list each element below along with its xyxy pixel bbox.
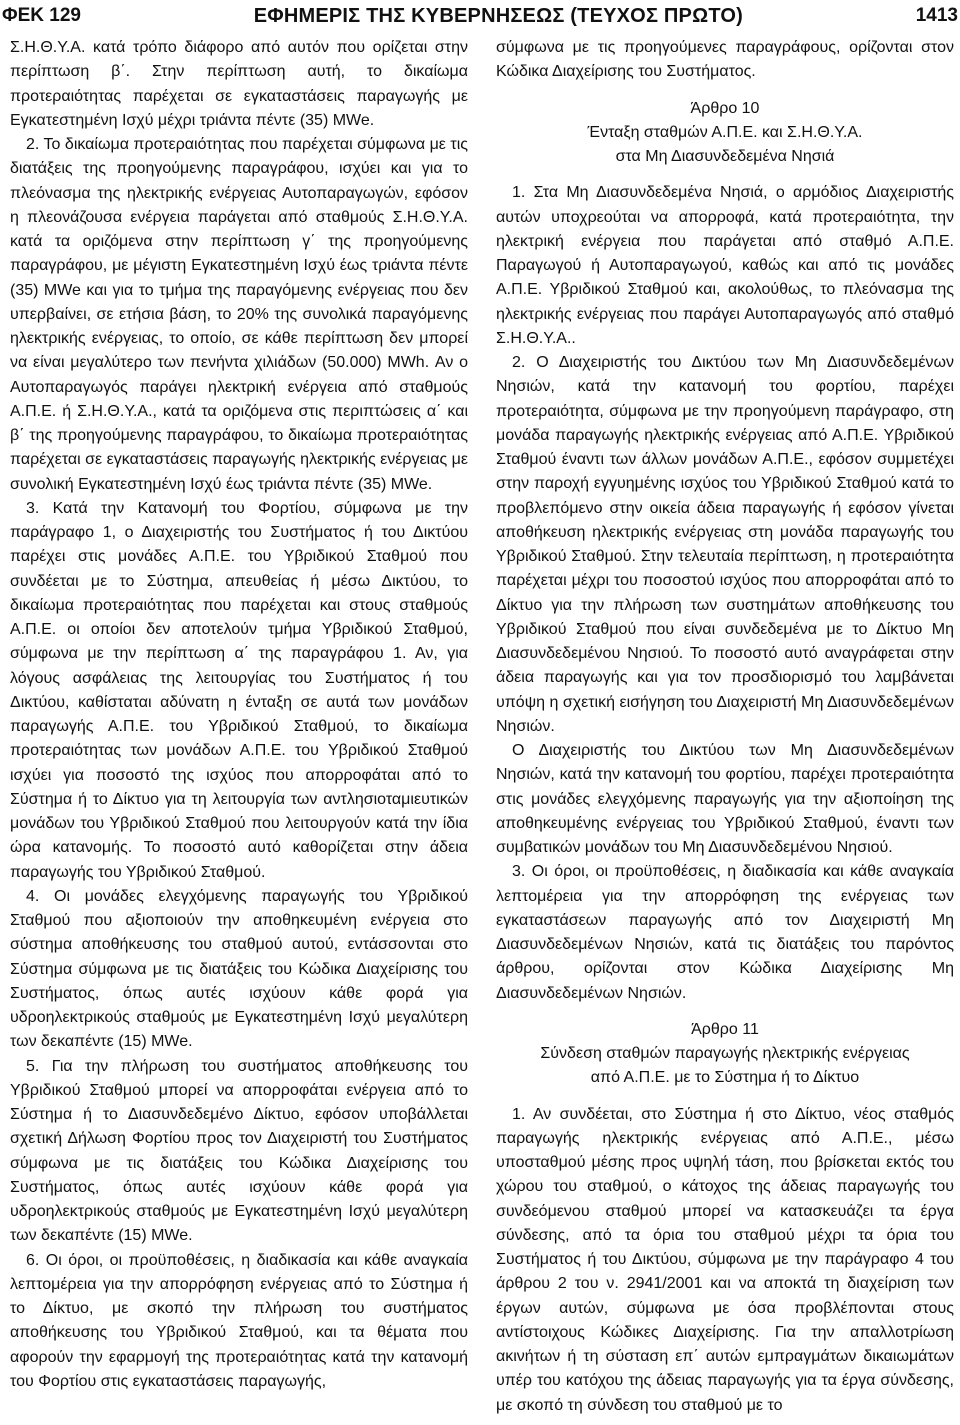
spacer	[496, 85, 954, 97]
paragraph: 1. Αν συνδέεται, στο Σύστημα ή στο Δίκτυο, νέος σταθμός παραγωγής ηλεκτρικής ενέργειας από Α.Π.Ε., μέσω υποσταθμού μέσης προς υψηλή τάση, που βρίσκεται εκτός του χώρου του σταθμού, ο κάτοχος της άδειας παραγωγής του συνδεόμενου σταθμού μπορεί να κατασκευάζει τα έργα σύνδεσης, από τα όρια του σταθμού μέχρι τα όρια του Συστήματος ή του Δικτύου, σύμφωνα με την παράγραφο 4 του άρθρου 2 του ν. 2941/2001 και να αποκτά τη διαχείριση των έργων αυτών, σύμφωνα με όσα προβλέπονται στους αντίστοιχους Κώδικες Διαχείρισης. Για την απαλλοτρίωση ακινήτων ή τη σύσταση επ΄ αυτών εμπραγμάτων δικαιωμάτων υπέρ του κατόχου της άδειας παραγωγής για τα έργα σύνδεσης, με σκοπό τη σύνδεση του σταθμού με το	[496, 1105, 954, 1414]
paragraph: 2. Το δικαίωμα προτεραιότητας που παρέχεται σύμφωνα με τις διατάξεις της προηγούμενης παραγράφου, ισχύει και για το πλεόνασμα της ηλεκτρικής ενέργειας Αυτοπαραγωγών, εφόσον η πλεονάζουσα ενέργεια παράγεται από σταθμούς Σ.Η.Θ.Υ.Α. κατά τα οριζόμενα στην περίπτωση γ΄ της προηγούμενης παραγράφου, με μέγιστη Εγκατεστημένη Ισχύ έως τριάντα πέντε (35) MWe και για το τμήμα της παραγόμενης ενέργειας που δεν υπερβαίνει, σε ετήσια βάση, το 20% της συνολικά παραγόμενης ηλεκτρικής ενέργειας, το οποίο, σε κάθε περίπτωση δεν μπορεί να είναι μεγαλύτερο των πενήντα χιλιάδων (50.000) MWh. Αν ο Αυτοπαραγωγός παράγει ηλεκτρική ενέργεια από σταθμούς Α.Π.Ε. ή Σ.Η.Θ.Υ.Α., κατά τα οριζόμενα στις περιπτώσεις α΄ και β΄ της προηγούμενης παραγράφου, το δικαίωμα προτεραιότητας παρέχεται σε εγκαταστάσεις παραγωγής ηλεκτρικής ενέργειας με συνολική Εγκατεστημένη Ισχύ έως τριάντα πέντε (35) MWe.	[10, 136, 468, 493]
left-column	[10, 36, 468, 1421]
paragraph: 4. Οι μονάδες ελεγχόμενης παραγωγής του Υβριδικού Σταθμού που αξιοποιούν την αποθηκευμένη ενέργεια στο σύστημα αποθήκευσης του σταθμού αυτού, εντάσσονται στο Σύστημα σύμφωνα με τις διατάξεις του Κώδικα Διαχείρισης του Συστήματος, όπως αυτές ισχύουν κάθε φορά για υδροηλεκτρικούς σταθμούς με Εγκατεστημένη Ισχύ μεγαλύτερη των δεκαπέντε (15) MWe.	[10, 887, 468, 1051]
spacer	[496, 1006, 954, 1018]
article-10-heading: Άρθρο 10	[690, 99, 760, 117]
paragraph: 5. Για την πλήρωση του συστήματος αποθήκευσης του Υβριδικού Σταθμού μπορεί να απορροφάται ενέργεια από το Σύστημα ή το Διασυνδεδεμένο Δίκτυο, εφόσον υποβάλλεται σχετική Δήλωση Φορτίου προς τον Διαχειριστή του Συστήματος σύμφωνα με τις διατάξεις του Κώδικα Διαχείρισης του Συστήματος, όπως αυτές ισχύουν κάθε φορά για υδροηλεκτρικούς σταθμούς με Εγκατεστημένη Ισχύ μεγαλύτερη των δεκαπέντε (15) MWe.	[10, 1057, 468, 1245]
spacer	[496, 1091, 954, 1103]
paragraph: 6. Οι όροι, οι προϋποθέσεις, η διαδικασία και κάθε αναγκαία λεπτομέρεια για την απορρόφηση ενέργειας από το Σύστημα ή το Δίκτυο, με σκοπό την πλήρωση του συστήματος αποθήκευσης του Υβριδικού Σταθμού, και τα θέματα που αφορούν την εφαρμογή της προτεραιότητας κατά την κατανομή του Φορτίου στις εγκαταστάσεις παραγωγής,	[10, 1251, 468, 1390]
paragraph: 2. Ο Διαχειριστής του Δικτύου των Μη Διασυνδεδεμένων Νησιών, κατά την κατανομή του φορτίου, παρέχει προτεραιότητα, σύμφωνα με την προηγούμενη παράγραφο, στη μονάδα παραγωγής ηλεκτρικής ενέργειας από Α.Π.Ε. Υβριδικού Σταθμού έναντι των άλλων μονάδων Α.Π.Ε., εφόσον συμμετέχει στην παροχή εγγυημένης ισχύος του Υβριδικού Σταθμού κατά το προβλεπόμενο στην οικεία άδεια παραγωγής ή εφόσον γίνεται αποθήκευση ηλεκτρικής ενέργειας στη μονάδα παραγωγής του Υβριδικού Σταθμού. Στην τελευταία περίπτωση, η προτεραιότητα παρέχεται μέχρι του ποσοστού ισχύος που απορροφάται από το Δίκτυο για την πλήρωση των συστημάτων αποθήκευσης του Υβριδικού Σταθμού που είναι συνδεδεμένα με το Δίκτυο Μη Διασυνδεδεμένου Νησιού. Το ποσοστό αυτό αναγράφεται στην άδεια παραγωγής και για τον προσδιορισμό του λαμβάνεται υπόψη η σχετική εισήγηση του Διαχειριστή Μη Διασυνδεδεμένων Νησιών.	[496, 354, 954, 735]
issue-number: ΦΕΚ 129	[2, 5, 81, 26]
paragraph: 1. Στα Μη Διασυνδεδεμένα Νησιά, ο αρμόδιος Διαχειριστής αυτών υποχρεούται να απορροφά, κατά προτεραιότητα, την ηλεκτρική ενέργεια που παράγεται από σταθμό Α.Π.Ε. Παραγωγού ή Αυτοπαραγωγού, καθώς και από τις μονάδες Α.Π.Ε. Υβριδικού Σταθμού και, ακολούθως, το πλεόνασμα της ηλεκτρικής ενέργειας που παράγει Αυτοπαραγωγός από σταθμό Σ.Η.Θ.Υ.Α..	[496, 184, 954, 347]
page-header	[0, 0, 960, 32]
gazette-title: ΕΦΗΜΕΡΙΣ ΤΗΣ ΚΥΒΕΡΝΗΣΕΩΣ (ΤΕΥΧΟΣ ΠΡΩΤΟ)	[253, 4, 743, 27]
right-column	[496, 36, 954, 1421]
article-11-subheading: Σύνδεση σταθμών παραγωγής ηλεκτρικής ενέργειας	[540, 1045, 910, 1062]
article-11-subheading: από Α.Π.Ε. με το Σύστημα ή το Δίκτυο	[590, 1069, 860, 1087]
paragraph: σύμφωνα με τις προηγούμενες παραγράφους, ορίζονται στον Κώδικα Διαχείρισης του Συστήματος.	[496, 39, 954, 81]
spacer	[496, 169, 954, 181]
paragraph: Σ.Η.Θ.Υ.Α. κατά τρόπο διάφορο από αυτόν που ορίζεται στην περίπτωση β΄. Στην περίπτωση αυτή, το δικαίωμα προτεραιότητας παρέχεται σε εγκαταστάσεις παραγωγής με Εγκατεστημένη Ισχύ μέχρι τριάντα πέντε (35) MWe.	[10, 39, 468, 129]
paragraph: 3. Οι όροι, οι προϋποθέσεις, η διαδικασία και κάθε αναγκαία λεπτομέρεια για την απορρόφηση της ενέργειας των εγκαταστάσεων παραγωγής από τον Διαχειριστή Μη Διασυνδεδεμένων Νησιών, κατά τις διατάξεις του παρόντος άρθρου, ορίζονται στον Κώδικα Διαχείρισης Μη Διασυνδεδεμένων Νησιών.	[496, 863, 954, 1002]
paragraph: 3. Κατά την Κατανομή του Φορτίου, σύμφωνα με την παράγραφο 1, ο Διαχειριστής του Συστήματος ή του Δικτύου παρέχει στις μονάδες Α.Π.Ε. του Υβριδικού Σταθμού που συνδέεται με το Σύστημα, απευθείας ή μέσω Δικτύου, το δικαίωμα προτεραιότητας που παρέχεται και στους σταθμούς Α.Π.Ε. οι οποίοι δεν αποτελούν τμήμα Υβριδικού Σταθμού, σύμφωνα με την περίπτωση α΄ της παραγράφου 1. Αν, για λόγους ασφάλειας της λειτουργίας του Συστήματος ή του Δικτύου, καθίσταται αδύνατη η ένταξη σε αυτά των μονάδων παραγωγής Α.Π.Ε. του Υβριδικού Σταθμού, το δικαίωμα προτεραιότητας των μονάδων Α.Π.Ε. του Υβριδικού Σταθμού ισχύει για ποσοστό της ισχύος που απορροφάται από το Σύστημα ή το Δίκτυο για τη λειτουργία των αντλησιοταμιευτικών μονάδων του Υβριδικού Σταθμού που λειτουργούν κατά την ίδια ώρα κατανομής. Το ποσοστό αυτό καθορίζεται στην άδεια παραγωγής του Υβριδικού Σταθμού.	[10, 499, 468, 881]
article-10-subheading: στα Μη Διασυνδεδεμένα Νησιά	[615, 148, 835, 165]
article-10-subheading: Ένταξη σταθμών Α.Π.Ε. και Σ.Η.Θ.Υ.Α.	[587, 123, 863, 141]
paragraph: Ο Διαχειριστής του Δικτύου των Μη Διασυνδεδεμένων Νησιών, κατά την κατανομή του φορτίου, παρέχει προτεραιότητα στις μονάδες ελεγχόμενης παραγωγής για την αξιοποίηση της αποθηκευμένης ενέργειας του Υβριδικού Σταθμού, έναντι των συμβατικών μονάδων του Μη Διασυνδεδεμένου Νησιού.	[496, 742, 954, 856]
article-11-heading: Άρθρο 11	[691, 1020, 759, 1038]
page-number: 1413	[915, 5, 958, 26]
